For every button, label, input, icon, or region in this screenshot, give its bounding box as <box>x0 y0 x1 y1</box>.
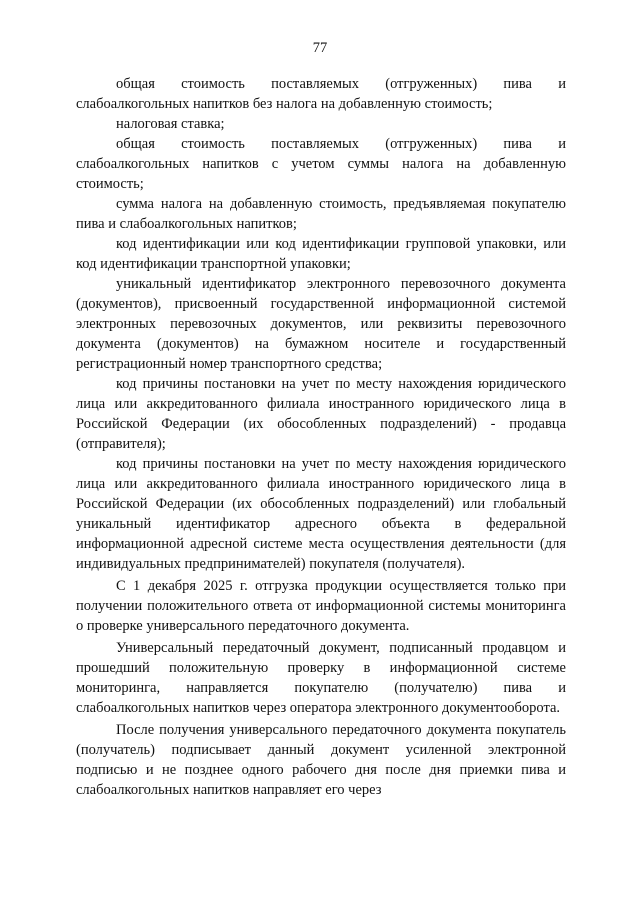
paragraph-buyer-kpp: код причины постановки на учет по месту нахождения юридического лица или аккредитованного филиала иностранного юридического лица в Российской Федерации (их обособленных подразделений) или глобальный уникальный идентификатор адресного объекта в федеральной информационной адресной системе места осуществления деятельности (для индивидуальных предпринимателей) покупателя (получателя). <box>76 456 566 572</box>
paragraph-total-cost-with-vat: общая стоимость поставляемых (отгруженных) пива и слабоалкогольных напитков с учетом суммы налога на добавленную стоимость; <box>76 136 566 192</box>
paragraph-shipment-rule: С 1 декабря 2025 г. отгрузка продукции осуществляется только при получении положительного ответа от информационной системы мониторинга о проверке универсального передаточного документа. <box>76 578 566 634</box>
paragraph-buyer-signing: После получения универсального передаточного документа покупатель (получатель) подписывает данный документ усиленной электронной подписью и не позднее одного рабочего дня после дня приемки пива и слабоалкогольных напитков направляет его через <box>76 722 566 798</box>
document-body <box>76 74 566 800</box>
paragraph-transport-document-id: уникальный идентификатор электронного перевозочного документа (документов), присвоенный государственной информационной системой электронных перевозочных документов, или реквизиты перевозочного документа (документов) на бумажном носителе и государственный регистрационный номер транспортного средства; <box>76 276 566 372</box>
page-number: 77 <box>312 40 328 56</box>
paragraph-vat-amount: сумма налога на добавленную стоимость, предъявляемая покупателю пива и слабоалкогольных напитков; <box>76 196 566 232</box>
paragraph-identification-code: код идентификации или код идентификации групповой упаковки, или код идентификации транспортной упаковки; <box>76 236 566 272</box>
paragraph-tax-rate: налоговая ставка; <box>116 116 225 132</box>
paragraph-total-cost-without-vat: общая стоимость поставляемых (отгруженных) пива и слабоалкогольных напитков без налога на добавленную стоимость; <box>76 76 566 112</box>
paragraph-upd-sending: Универсальный передаточный документ, подписанный продавцом и прошедший положительную проверку в информационной системе мониторинга, направляется покупателю (получателю) пива и слабоалкогольных напитков через оператора электронного документооборота. <box>76 640 566 716</box>
paragraph-seller-kpp: код причины постановки на учет по месту нахождения юридического лица или аккредитованного филиала иностранного юридического лица в Российской Федерации (их обособленных подразделений) - продавца (отправителя); <box>76 376 566 452</box>
